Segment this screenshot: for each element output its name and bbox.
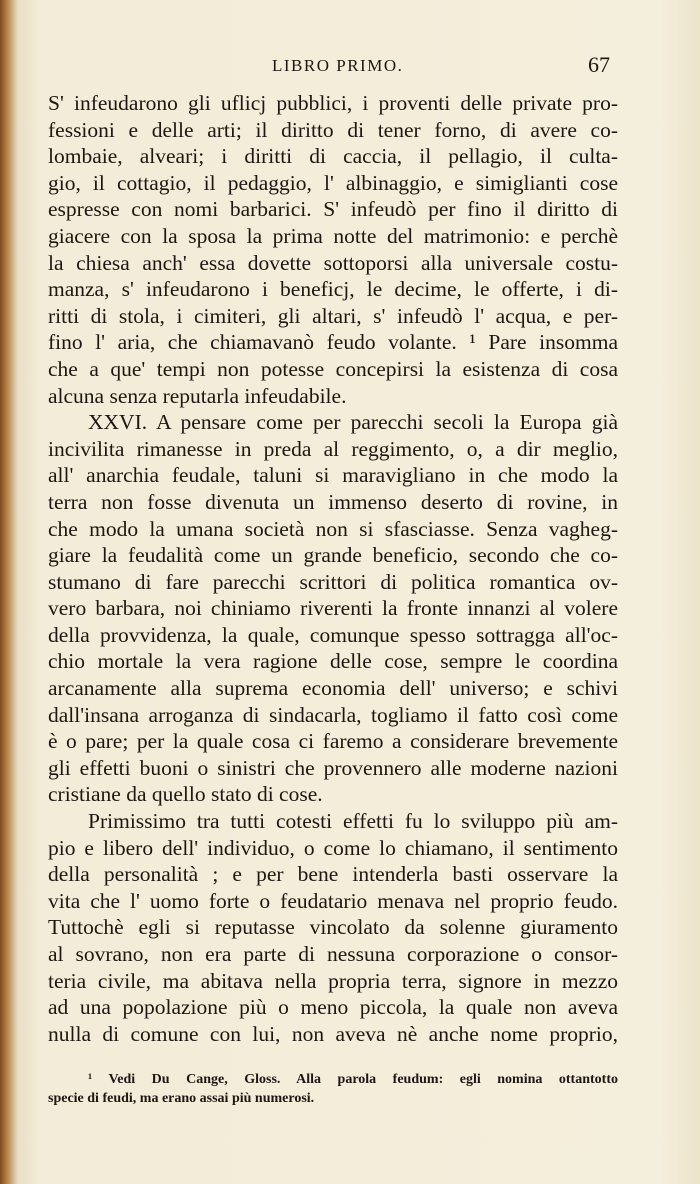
text-line: Tuttochè egli si reputasse vincolato da solenne giuramento <box>48 915 618 940</box>
text-line: giacere con la sposa la prima notte del matrimonio: e perchè <box>48 223 618 248</box>
text-line: al sovrano, non era parte di nessuna corporazione o consor- <box>48 942 618 966</box>
text-line: giare la feudalità come un grande beneficio, secondo che co- <box>48 543 618 568</box>
footnote <box>48 1070 618 1108</box>
text-line: XXVI. A pensare come per parecchi secoli la Europa già <box>88 410 618 435</box>
text-line: gli effetti buoni o sinistri che provennero alle moderne nazioni <box>48 755 618 780</box>
footnote-line: specie di feudi, ma erano assai più numerosi. <box>48 1091 315 1106</box>
running-head <box>0 52 700 82</box>
body-text <box>48 90 618 1047</box>
text-line: che modo la umana società non si sfasciasse. Senza vagheg- <box>48 516 618 541</box>
text-line: cristiane da quello stato di cose. <box>48 782 323 807</box>
text-line: stumano di fare parecchi scrittori di politica romantica ov- <box>48 569 618 594</box>
text-line: è o pare; per la quale cosa ci faremo a considerare brevemente <box>48 729 618 754</box>
text-line: della personalità ; e per bene intenderla basti osservare la <box>48 862 618 887</box>
text-line: gio, il cottagio, il pedaggio, l' albinaggio, e simiglianti cose <box>48 170 618 195</box>
text-line: incivilita rimanesse in preda al reggimento, o, a dir meglio, <box>48 436 618 461</box>
footnote-line: ¹ Vedi Du Cange, Gloss. Alla parola feudum: egli nomina ottantotto <box>88 1072 618 1087</box>
text-line: la chiesa anch' essa dovette sottoporsi alla universale costu- <box>48 250 618 275</box>
text-line: arcanamente alla suprema economia dell' universo; e schivi <box>48 676 618 701</box>
page-number: 67 <box>588 52 610 77</box>
text-line: fessioni e delle arti; il diritto di tener forno, di avere co- <box>48 117 618 142</box>
text-line: lombaie, alveari; i diritti di caccia, il pellagio, il culta- <box>48 144 618 169</box>
text-line: che a que' tempi non potesse concepirsi la esistenza di cosa <box>48 356 618 381</box>
text-line: manza, s' infeudarono i beneficj, le decime, le offerte, i di- <box>48 277 618 302</box>
running-title: LIBRO PRIMO. <box>272 56 404 75</box>
text-line: espresse con nomi barbarici. S' infeudò per fino il diritto di <box>48 197 618 222</box>
text-line: teria civile, ma abitava nella propria terra, signore in mezzo <box>48 968 618 993</box>
text-line: Primissimo tra tutti cotesti effetti fu lo sviluppo più am- <box>88 809 618 834</box>
text-line: nulla di comune con lui, non aveva nè anche nome proprio, <box>48 1021 618 1046</box>
text-line: fino l' aria, che chiamavanò feudo volante. ¹ Pare insomma <box>48 330 618 355</box>
text-line: vero barbara, noi chiniamo riverenti la fronte innanzi al volere <box>48 596 618 621</box>
text-line: alcuna senza reputarla infeudabile. <box>48 383 347 408</box>
text-line: S' infeudarono gli uflicj pubblici, i proventi delle private pro- <box>48 91 618 115</box>
text-line: all' anarchia feudale, taluni si maravigliano in che modo la <box>48 463 618 488</box>
text-line: vita che l' uomo forte o feudatario menava nel proprio feudo. <box>48 888 618 913</box>
text-line: chio mortale la vera ragione delle cose, sempre le coordina <box>48 649 618 674</box>
text-line: pio e libero dell' individuo, o come lo chiamano, il sentimento <box>48 835 618 860</box>
text-line: dall'insana arroganza di sindacarla, togliamo il fatto così come <box>48 702 618 727</box>
text-line: ad una popolazione più o meno piccola, la quale non aveva <box>48 995 618 1020</box>
text-line: terra non fosse divenuta un immenso deserto di rovine, in <box>48 489 618 514</box>
text-line: della provvidenza, la quale, comunque spesso sottragga all'oc- <box>48 622 618 647</box>
text-line: ritti di stola, i cimiteri, gli altari, s' infeudò l' acqua, e per- <box>48 303 618 328</box>
